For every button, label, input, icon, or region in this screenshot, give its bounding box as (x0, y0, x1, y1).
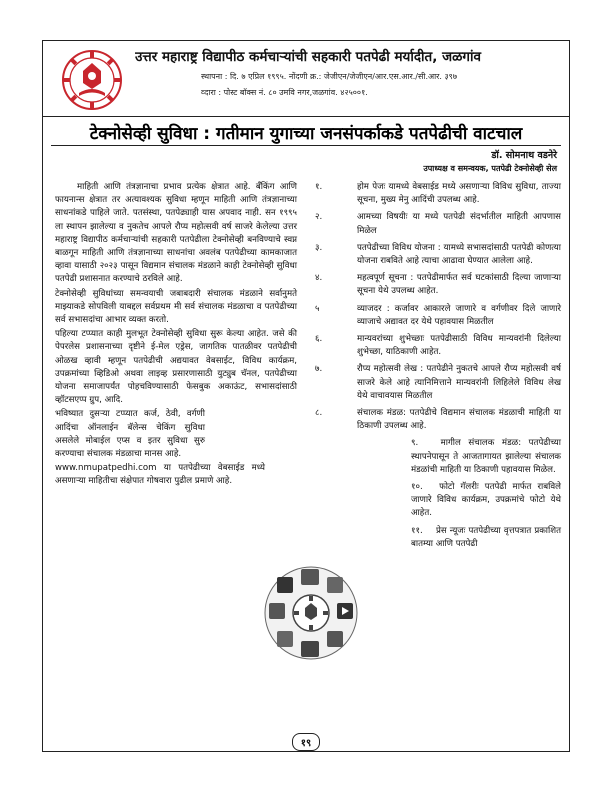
page-frame (42, 40, 570, 752)
list-item-number: ९. (411, 438, 419, 449)
list-item-text: रौप्य महोत्सवी लेख : पतपेढीने नुकतचे आपले रौप्य महोत्सवी वर्ष साजरे केले आहे त्यानिमित्ताने मान्यवरांनी लिहिलेले विविध लेख येथे वाचावयास मिळतील (357, 364, 561, 401)
logo-emblem-icon (61, 49, 123, 111)
organization-name: उत्तर महाराष्ट्र विद्यापीठ कर्मचाऱ्यांची सहकारी पतपेढी मर्यादीत, जळगांव (135, 49, 481, 65)
author-name: डॉ. सोमनाथ वडनेरे (491, 150, 557, 161)
list-item (315, 181, 561, 207)
list-item-number: ४. (315, 273, 323, 284)
list-item (315, 333, 561, 359)
list-item-text: मागील संचालक मंडळ: पतपेढीच्या स्थापनेपासून ते आजतागायत झालेल्या संचालक मंडळांची माहिती या ठिकाणी पहावयास मिळेल. (411, 438, 562, 475)
page-number (43, 733, 569, 751)
list-item-number: ५ (315, 303, 320, 314)
list-item (411, 481, 561, 521)
left-column (55, 181, 297, 490)
list-item-number: ६. (315, 334, 323, 345)
list-item (315, 363, 561, 403)
list-item (315, 407, 561, 433)
author-designation: उपाध्यक्ष व समन्वयक, पतपेढी टेक्नोसेव्ही सेल (423, 164, 557, 173)
paragraph: टेक्नोसेव्ही सुविधांच्या समन्वयाची जबाबदारी संचालक मंडळाने सर्वानुमते माझ्याकडे सोपविली याबद्दल सर्वप्रथम मी सर्व संचालक मंडळाचा व पतपेढीच्या सर्व सभासदांचा आभार व्यक्त करतो. (55, 288, 297, 326)
paragraph: पहिल्या टप्प्यात काही मुलभूत टेक्नोसेव्ही सुविधा सुरू केल्या आहेत. जसे की पेपरलेस प्रशासनाच्या दृष्टीने ई-मेल एड्रेस, जागतिक पातळीवर पतपेढीची ओळख व्हावी म्हणून पतपेढीची अद्ययावत वेबसाईट, विविध कार्यक्रम, उपक्रमांच्या व्हिडिओ अथवा लाइव्ह प्रसारणासाठी युट्युब चॅनल, पतपेढीच्या योजना समाजापर्यंत पोहचविण्यासाठी फेसबुक अकाऊंट, सभासदांसाठी व्हॉटसएप्प ग्रुप, आदि. (55, 329, 297, 406)
list-item-text: संचालक मंडळ: पतपेढीचे विद्यमान संचालक मंडळाची माहिती या ठिकाणी उपलब्ध आहे. (357, 408, 561, 432)
right-column (315, 181, 561, 555)
technosavvy-emblem (261, 563, 361, 663)
list-item-text: प्रेस न्यूजः पतपेढीच्या वृत्तपत्रात प्रकाशित बातम्या आणि पतपेढी (411, 525, 562, 549)
list-item (315, 272, 561, 298)
paragraph: भविष्यात दुसऱ्या टप्प्यात कर्ज, ठेवी, वर्गणी आदिंचा ऑनलाईन बॅलेन्स चेकिंग सुविधा असलेले मोबाईल एप्स व इतर सुविधा सुरु करण्याचा संचालक मंडळाचा मानस आहे. (55, 409, 205, 460)
list-item (315, 211, 561, 237)
page-number-label: १९ (292, 733, 320, 751)
list-item-number: ८. (315, 408, 323, 419)
list-item-number: ३. (315, 242, 323, 253)
headline-divider (51, 145, 561, 146)
list-item-text: मान्यवरांच्या शुभेच्छाः पतपेढीसाठी विविध मान्यवरांनी दिलेल्या शुभेच्छा, याठिकाणी आहेत. (357, 334, 561, 358)
list-item (411, 525, 561, 551)
list-item-number: १. (315, 182, 323, 192)
letterhead (43, 41, 569, 117)
list-item-text: पतपेढीच्या विविध योजना : यामध्ये सभासदांसाठी पतपेढी कोणत्या योजना राबविते आहे त्याचा आढावा घेण्यात आलेला आहे. (357, 242, 561, 267)
list-item-number: ७. (315, 364, 323, 375)
website-paragraph: www.nmupatpedhi.com या पतपेढीच्या वेबसाईड मध्ये असणाऱ्या माहितीचा संक्षेपात गोषवारा पुढील प्रमाणे आहे. (55, 463, 265, 487)
list-item-text: व्याजदर : कर्जावर आकारले जाणारे व वर्गणीवर दिले जाणारे व्याजाचे अद्यावत दर येथे पहावयास मिळतील (357, 303, 561, 327)
list-item-text: महत्वपूर्ण सूचना : पतपेढीमार्फत सर्व घटकांसाठी दिल्या जाणाऱ्या सूचना येथे उपलब्ध आहेत. (357, 273, 561, 297)
registration-line: स्थापना : दि. ७ एप्रिल १९९५. नोंदणी क्र.: जेजीएन/जेजीएन/आर.एस.आर./सी.आर. ३९७ (201, 72, 458, 81)
article-headline: टेक्नोसेव्ही सुविधा : गतीमान युगाच्या जनसंपर्काकडे पतपेढीची वाटचाल (89, 124, 523, 144)
list-item-text: आमच्या विषयीः या मध्ये पतपेढी संदर्भातील माहिती आपणास मिळेल (357, 212, 561, 236)
list-item (315, 242, 561, 268)
list-item-text: फोटो गॅलरीः पतपेढी मार्फत राबविले जाणारे विविध कार्यक्रम, उपक्रमांचे फोटो येथे आहेत. (411, 482, 561, 519)
list-item-number: २. (315, 212, 323, 223)
patpedhi-logo (61, 49, 123, 111)
list-item (315, 303, 561, 329)
list-item (411, 437, 561, 477)
list-item-number: १०. (411, 482, 423, 493)
paragraph: माहिती आणि तंत्रज्ञानाचा प्रभाव प्रत्येक क्षेत्रात आहे. बँकिंग आणि फायनान्स क्षेत्रात तर अत्यावश्यक सुविधा म्हणून माहिती आणि तंत्रज्ञानाच्या साधनांकडे पाहिले जाते. पतसंस्था, पतपेढ्याही यास अपवाद नाही. सन १९९५ ला स्थापन झालेल्या व नुकतेच आपले रौप्य महोत्सवी वर्ष साजरे केलेल्या उत्तर महाराष्ट्र विद्यापीठ कर्मचाऱ्यांची सहकारी पतपेढीला टेक्नोसेव्ही बनविण्याचे स्वप्न बाळगून माहिती आणि तंत्रज्ञानाच्या साधनांचा अवलंब पतपेढीच्या कामकाजात व्हावा यासाठी २०२३ पासून विद्यमान संचालक मंडळाने काही टेक्नोसेव्ही सुविधा पतपेढी प्रशासनात करण्याचे ठरविले आहे. (55, 182, 297, 285)
list-item-number: ११. (411, 525, 423, 536)
address-line: व्दारा : पोस्ट बॉक्स नं. ८० उमवि नगर,जळगांव. ४२५००१. (201, 88, 368, 97)
list-item-text: होम पेजः यामध्ये वेबसाईड मध्ये असणाऱ्या विविध सुविधा, ताज्या सूचना, मुख्य मेनु आदिंची उपलब्ध आहे. (357, 182, 561, 206)
